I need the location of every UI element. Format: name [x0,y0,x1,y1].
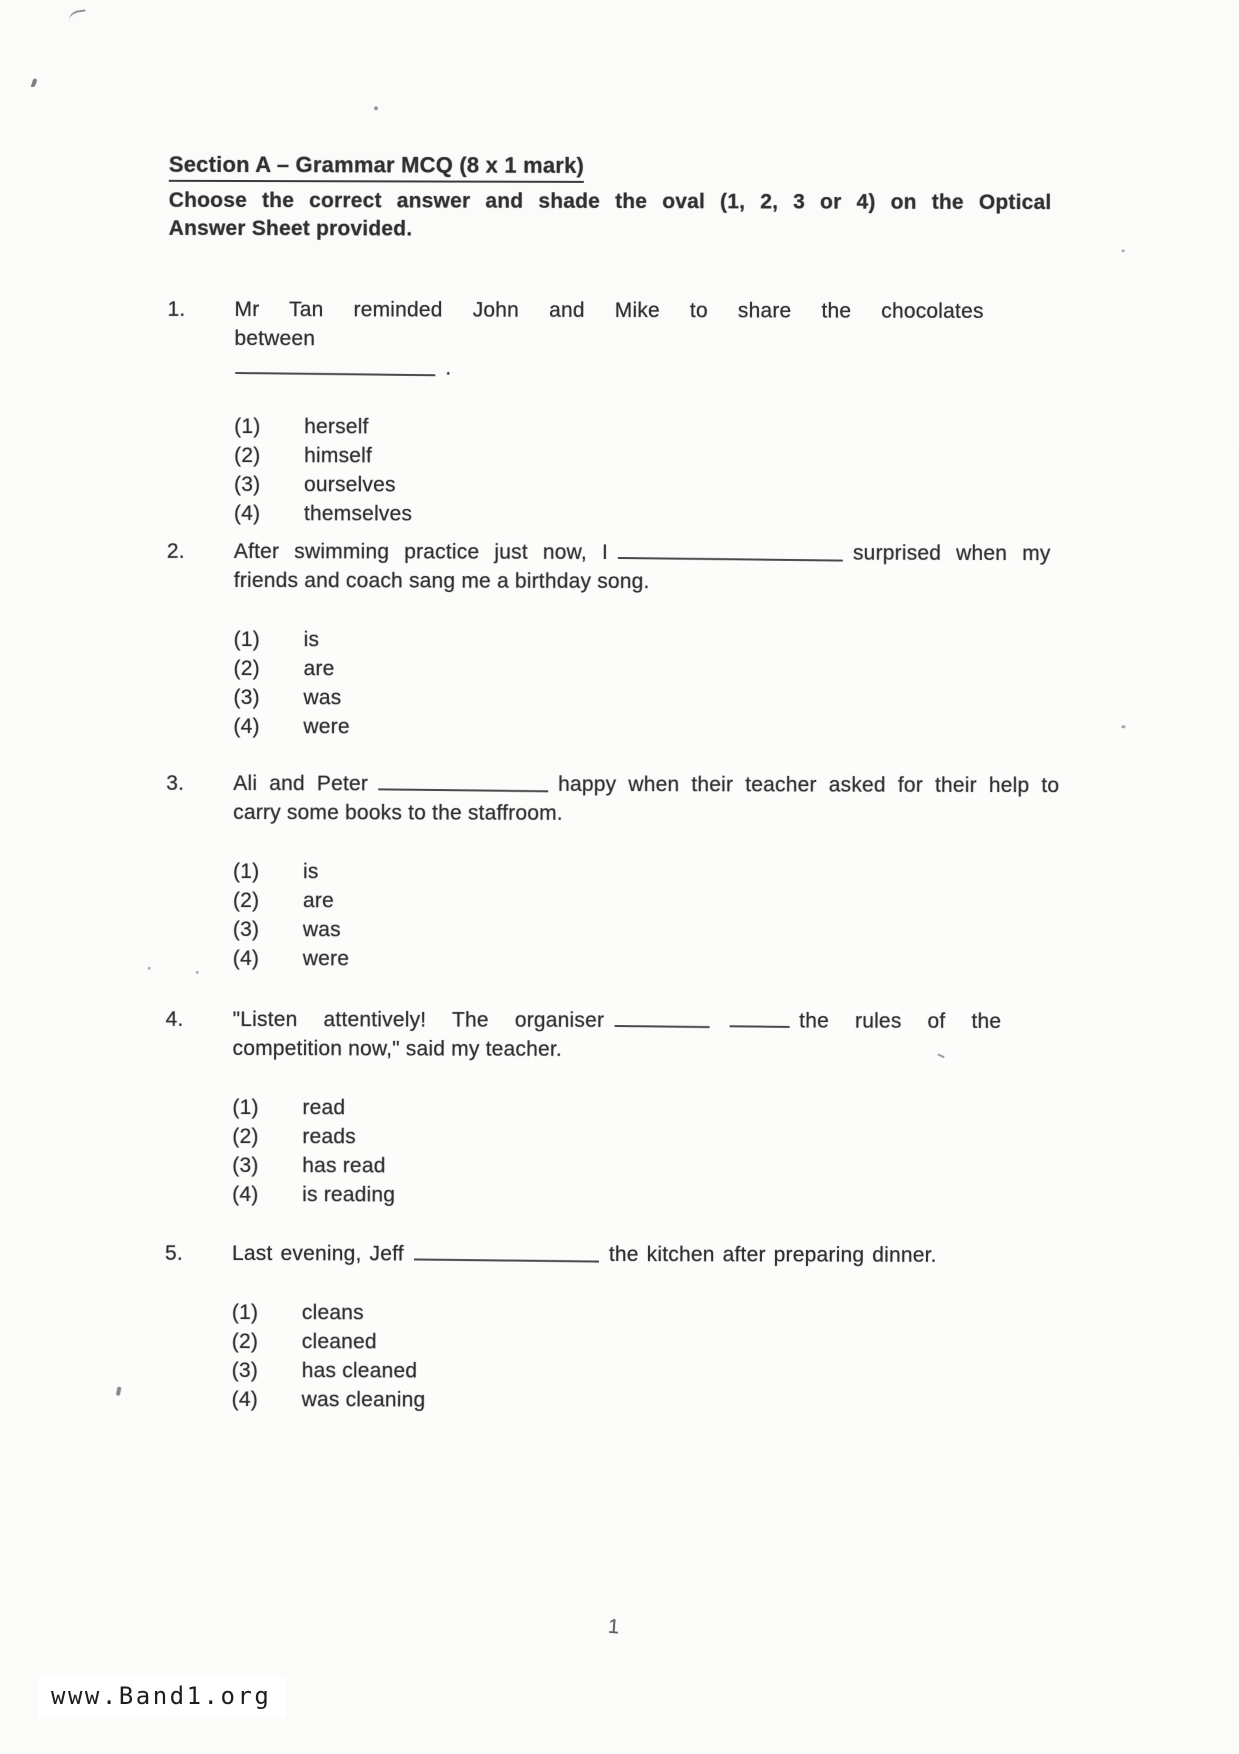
question-body [234,295,1084,530]
question-line [234,566,1083,597]
instruction-line: Answer Sheet provided. [168,216,413,241]
scan-speck [374,106,378,110]
question-text: the kitchen after preparing dinner. [608,1242,937,1267]
option-label: reads [302,1125,356,1149]
question-body [232,1239,1081,1416]
option-number: (4) [232,1182,259,1207]
question-line [233,1005,1082,1036]
option-row [232,1180,1081,1211]
question-line [234,295,1083,355]
option-number: (2) [231,1329,259,1354]
option-label: is [303,628,320,652]
option-label: herself [304,415,369,439]
section-header [169,152,1081,245]
option-number: (4) [231,1387,258,1412]
question-4 [165,1005,1082,1211]
option-label: has cleaned [301,1359,418,1383]
option-row [234,499,1083,530]
question-1 [167,295,1084,530]
option-row [234,625,1083,656]
option-label: read [302,1096,346,1120]
question-5 [165,1239,1081,1416]
question-line [233,798,1082,829]
answer-blank [235,371,435,376]
question-line [234,537,1083,568]
question-text: the rules of the [799,1009,1002,1033]
instructions [169,187,1081,245]
option-number: (3) [233,472,261,497]
option-label: are [302,889,334,913]
question-line [233,1034,1082,1065]
scan-speck [1122,249,1125,252]
watermark [38,1676,287,1719]
option-number: (4) [233,714,260,739]
option-label: were [303,715,350,739]
question-line [233,769,1082,800]
option-row [232,1151,1081,1182]
option-row [234,441,1083,472]
question-number: 1. [167,297,186,321]
option-number: (4) [233,501,261,526]
option-number: (3) [233,685,260,710]
question-text: . [445,356,452,380]
option-label: has read [302,1154,386,1178]
question-text: Last evening, Jeff [231,1241,404,1266]
option-number: (1) [233,627,260,652]
question-body [232,1005,1082,1211]
question-number: 4. [165,1007,184,1031]
option-label: is reading [302,1183,396,1207]
option-number: (3) [232,1153,259,1178]
scan-speck [1121,725,1125,728]
option-number: (2) [233,656,260,681]
scan-speck [116,1386,122,1396]
option-row [232,1093,1081,1124]
option-row [234,470,1083,501]
option-number: (2) [234,443,261,468]
question-text: friends and coach sang me a birthday song. [233,568,650,594]
option-row [233,944,1082,975]
scan-speck [68,9,87,21]
question-line [232,1239,1081,1270]
question-number: 3. [166,771,185,795]
option-number: (4) [232,946,260,971]
answer-blank [729,1024,789,1028]
option-row [233,915,1082,946]
option-row [232,1385,1081,1416]
scan-speck [148,967,151,970]
question-text: happy when their teacher asked for their help to [558,772,1060,798]
question-text: carry some books to the staffroom. [233,800,563,825]
watermark-text: www.Band1.org [51,1682,272,1710]
answer-blank [618,556,843,562]
option-label: were [302,947,350,971]
option-row [234,412,1083,443]
answer-blank [378,787,548,792]
option-row [232,1356,1081,1387]
options-list [232,1093,1081,1211]
option-label: cleaned [301,1330,377,1354]
option-label: was cleaning [301,1388,426,1412]
option-number: (2) [232,1124,259,1149]
question-number: 2. [166,539,185,563]
option-number: (3) [232,917,260,942]
option-label: himself [304,444,373,468]
options-list [233,857,1082,975]
option-row [233,857,1082,888]
question-body [233,537,1083,743]
option-number: (2) [232,888,260,913]
instruction-line: Choose the correct answer and shade the oval (1, 2, 3 or 4) on the Optical [168,188,1052,215]
option-number: (3) [231,1358,259,1383]
question-text: competition now," said my teacher. [232,1036,563,1061]
question-2 [166,537,1083,743]
option-row [233,712,1082,743]
question-line [234,353,1083,384]
option-row [233,683,1082,714]
option-number: (1) [231,1300,259,1325]
question-text: After swimming practice just now, I [233,539,608,564]
section-title: Section A – Grammar MCQ (8 x 1 mark) [169,152,584,183]
question-number: 5. [164,1241,183,1265]
option-label: are [303,657,335,681]
option-label: was [302,918,341,942]
option-label: themselves [303,502,413,526]
options-list [232,1298,1081,1416]
options-list [233,625,1082,743]
option-label: cleans [301,1301,364,1325]
option-number: (1) [232,859,260,884]
option-label: is [302,860,319,884]
question-3 [166,769,1083,975]
scan-speck [31,78,38,88]
answer-blank [614,1024,709,1028]
option-number: (1) [232,1095,259,1120]
option-row [234,654,1083,685]
option-row [233,886,1082,917]
question-text: "Listen attentively! The organiser [232,1007,605,1032]
page-number: 1 [607,1615,620,1639]
option-row [232,1298,1081,1329]
scan-artifacts [2,0,1239,2]
options-list [234,412,1083,530]
answer-blank [414,1257,599,1262]
option-number: (1) [234,414,261,439]
option-row [232,1327,1081,1358]
option-label: ourselves [303,473,396,497]
question-text: Ali and Peter [233,771,369,796]
option-label: was [303,686,342,710]
question-text: surprised when my [852,541,1051,566]
question-body [233,769,1083,975]
question-text: Mr Tan reminded John and Mike to share the chocolates between [234,297,984,351]
option-row [232,1122,1081,1153]
